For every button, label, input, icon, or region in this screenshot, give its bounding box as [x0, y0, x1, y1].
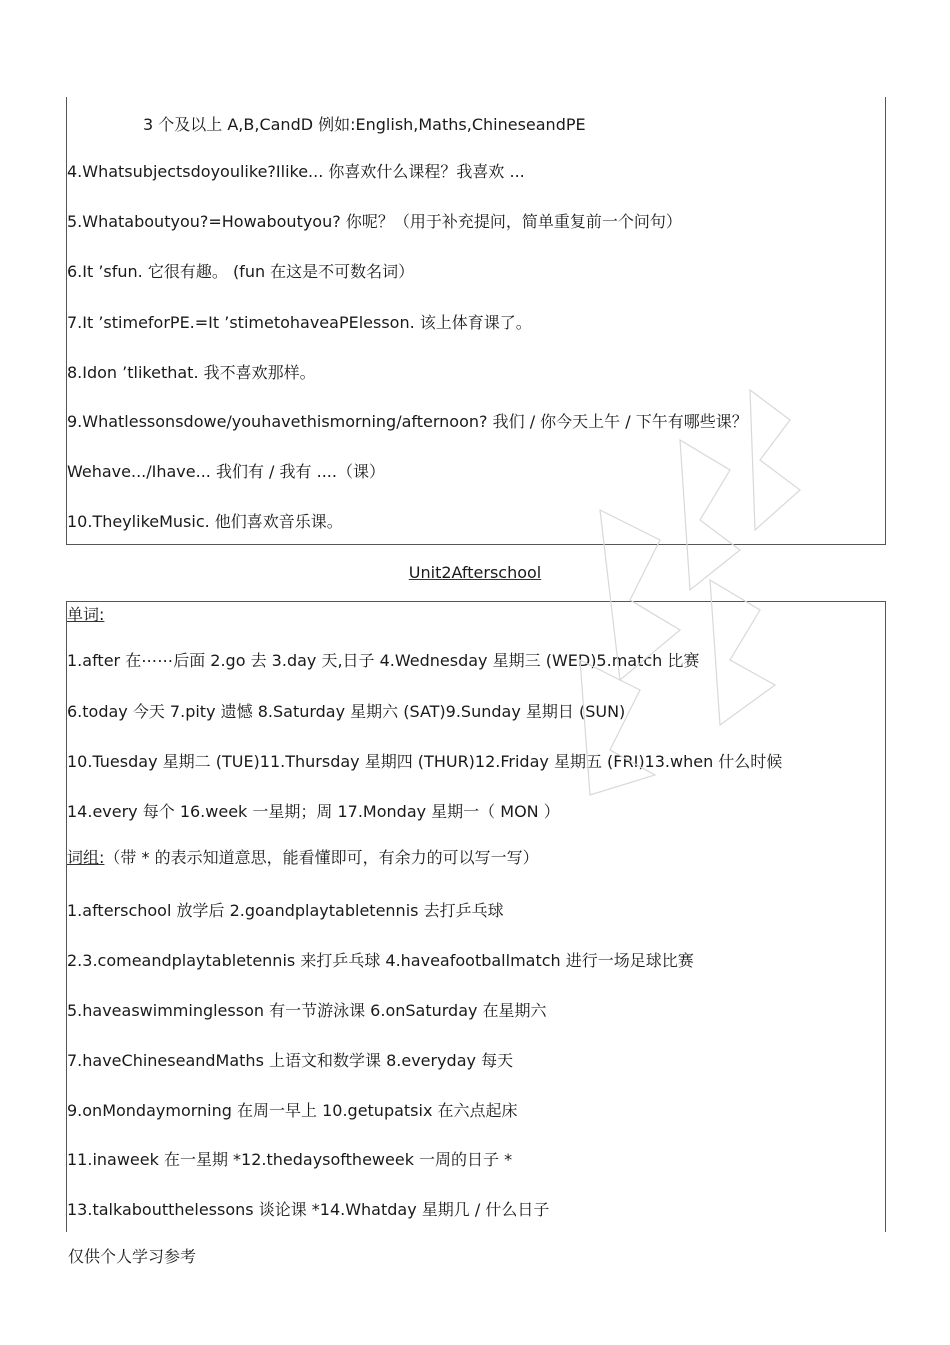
phrase-line: 1.afterschool 放学后 2.goandplaytabletennis 去打乒乓球	[67, 901, 504, 920]
words-heading	[67, 604, 104, 626]
text-line: 5.Whataboutyou?=Howaboutyou? 你呢？（用于补充提问，简单重复前一个问句）	[67, 212, 682, 231]
word-line: 10.Tuesday 星期二 (TUE)11.Thursday 星期四 (THUR)12.Friday 星期五 (FRI)13.when 什么时候	[67, 752, 783, 771]
text-line: 3 个及以上 A,B,CandD 例如:English,Maths,ChineseandPE	[143, 115, 586, 134]
text-line: 9.Whatlessonsdowe/youhavethismorning/afternoon? 我们 / 你今天上午 / 下午有哪些课？	[67, 412, 748, 431]
phrase-line: 7.haveChineseandMaths 上语文和数学课 8.everyday 每天	[67, 1051, 514, 1070]
phrases-heading-text: 词组:	[67, 848, 105, 867]
word-line: 14.every 每个 16.week 一星期；周 17.Monday 星期一（ MON ）	[67, 802, 560, 821]
text-line: 10.TheylikeMusic. 他们喜欢音乐课。	[67, 512, 343, 531]
phrase-line: 2.3.comeandplaytabletennis 来打乒乓球 4.haveafootballmatch 进行一场足球比赛	[67, 951, 694, 970]
unit-title	[0, 562, 950, 584]
text-line: 8.Idon ’tlikethat. 我不喜欢那样。	[67, 363, 316, 382]
vocabulary-box	[66, 601, 886, 1232]
word-line: 1.after 在⋯⋯后面 2.go 去 3.day 天,日子 4.Wednesday 星期三 (WED)5.match 比赛	[67, 651, 700, 670]
word-line: 6.today 今天 7.pity 遗憾 8.Saturday 星期六 (SAT)9.Sunday 星期日 (SUN)	[67, 702, 626, 721]
words-heading-text: 单词:	[67, 605, 105, 624]
text-line: 4.Whatsubjectsdoyoulike?Ilike... 你喜欢什么课程？我喜欢 ...	[67, 162, 525, 181]
phrases-heading	[67, 847, 539, 869]
unit-title-text: Unit2Afterschool	[408, 563, 542, 582]
footer-note: 仅供个人学习参考	[68, 1247, 197, 1266]
phrase-line: 11.inaweek 在一星期 *12.thedaysoftheweek 一周的日子 *	[67, 1150, 513, 1169]
phrase-line: 9.onMondaymorning 在周一早上 10.getupatsix 在六点起床	[67, 1101, 518, 1120]
text-line: Wehave.../Ihave... 我们有 / 我有 ....（课）	[67, 462, 385, 481]
phrase-line: 5.haveaswimminglesson 有一节游泳课 6.onSaturday 在星期六	[67, 1001, 547, 1020]
grammar-box	[66, 97, 886, 545]
phrase-line: 13.talkaboutthelessons 谈论课 *14.Whatday 星期几 / 什么日子	[67, 1200, 550, 1219]
phrases-note: （带 * 的表示知道意思，能看懂即可，有余力的可以写一写）	[104, 848, 539, 867]
text-line: 6.It ’sfun. 它很有趣。 (fun 在这是不可数名词）	[67, 262, 415, 281]
text-line: 7.It ’stimeforPE.=It ’stimetohaveaPElesson. 该上体育课了。	[67, 313, 532, 332]
